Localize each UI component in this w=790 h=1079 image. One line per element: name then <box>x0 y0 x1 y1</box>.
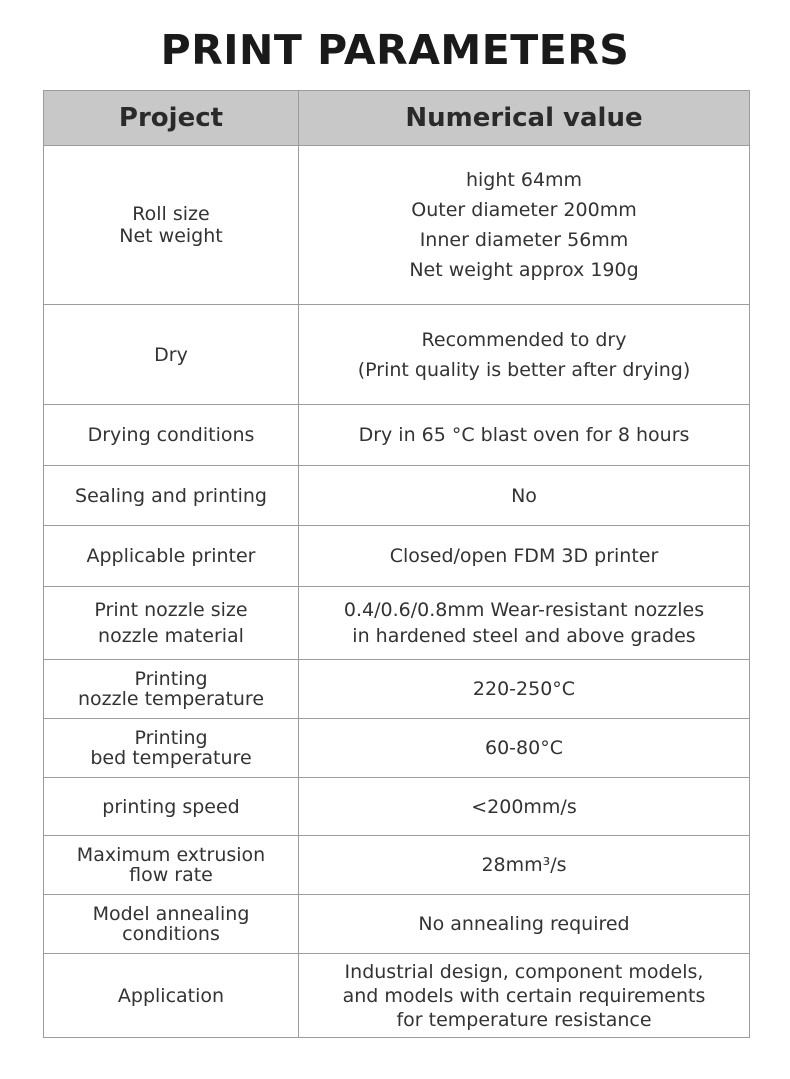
cell-line: Recommended to dry <box>421 328 627 351</box>
cell-line: Closed/open FDM 3D printer <box>389 545 659 567</box>
cell-line: Application <box>117 984 225 1007</box>
cell-line: Dry in 65 °C blast oven for 8 hours <box>358 424 690 446</box>
cell-line: nozzle temperature <box>77 688 265 710</box>
table-row <box>44 719 750 778</box>
row-value-cell <box>299 305 750 405</box>
cell-line: and models with certain requirements <box>342 984 706 1007</box>
row-project-cell <box>44 466 299 526</box>
column-header-project: Project <box>44 91 299 146</box>
row-project-cell <box>44 719 299 778</box>
column-header-value: Numerical value <box>299 91 750 146</box>
cell-line: hight 64mm <box>465 169 583 191</box>
cell-line: in hardened steel and above grades <box>352 625 696 647</box>
table-row <box>44 146 750 305</box>
cell-line: No annealing required <box>418 913 630 935</box>
row-project-cell <box>44 836 299 895</box>
cell-line: Drying conditions <box>87 424 255 446</box>
cell-line: Roll size <box>132 203 210 225</box>
cell-line: 28mm³/s <box>481 854 567 876</box>
row-project-cell <box>44 305 299 405</box>
row-value-cell <box>299 836 750 895</box>
row-value-cell <box>299 526 750 587</box>
cell-line: 0.4/0.6/0.8mm Wear-resistant nozzles <box>343 599 705 621</box>
row-project-cell <box>44 895 299 954</box>
cell-line: Model annealing <box>92 903 250 925</box>
cell-line: (Print quality is better after drying) <box>357 358 691 381</box>
cell-line: Printing <box>134 668 208 690</box>
cell-line: flow rate <box>129 864 213 886</box>
row-project-cell <box>44 778 299 836</box>
row-value-cell <box>299 146 750 305</box>
row-value-cell <box>299 587 750 660</box>
table-row <box>44 305 750 405</box>
row-project-cell <box>44 405 299 466</box>
table-row <box>44 836 750 895</box>
table-row <box>44 526 750 587</box>
cell-line: Inner diameter 56mm <box>419 229 629 251</box>
cell-line: Printing <box>134 727 208 749</box>
cell-line: Applicable printer <box>86 545 256 567</box>
cell-line: No <box>511 484 537 507</box>
table-row <box>44 660 750 719</box>
cell-line: Industrial design, component models, <box>344 960 704 983</box>
row-value-cell <box>299 405 750 466</box>
cell-line: bed temperature <box>90 747 252 769</box>
table-row <box>44 405 750 466</box>
cell-line: Net weight <box>119 225 223 247</box>
table-row <box>44 466 750 526</box>
table-row <box>44 587 750 660</box>
table-row <box>44 954 750 1038</box>
cell-line: Maximum extrusion <box>76 844 266 866</box>
row-value-cell <box>299 660 750 719</box>
cell-line: Print nozzle size <box>94 599 248 621</box>
cell-line: nozzle material <box>98 625 244 647</box>
page-title: PRINT PARAMETERS <box>160 26 630 74</box>
cell-line: Sealing and printing <box>75 484 267 507</box>
cell-line: 60-80°C <box>485 737 563 759</box>
cell-line: Outer diameter 200mm <box>411 199 637 221</box>
row-value-cell <box>299 954 750 1038</box>
cell-line: 220-250°C <box>472 678 576 700</box>
parameters-table <box>43 90 750 1038</box>
table-header-row <box>44 91 750 146</box>
row-project-cell <box>44 587 299 660</box>
row-project-cell <box>44 526 299 587</box>
cell-line: for temperature resistance <box>396 1008 652 1031</box>
table-row <box>44 895 750 954</box>
row-project-cell <box>44 146 299 305</box>
row-value-cell <box>299 895 750 954</box>
cell-line: printing speed <box>102 795 240 818</box>
row-value-cell <box>299 466 750 526</box>
cell-line: Net weight approx 190g <box>409 259 639 281</box>
cell-line: <200mm/s <box>471 795 577 818</box>
row-project-cell <box>44 660 299 719</box>
row-value-cell <box>299 778 750 836</box>
row-value-cell <box>299 719 750 778</box>
cell-line: Dry <box>154 343 188 366</box>
row-project-cell <box>44 954 299 1038</box>
table-row <box>44 778 750 836</box>
cell-line: conditions <box>122 923 220 945</box>
